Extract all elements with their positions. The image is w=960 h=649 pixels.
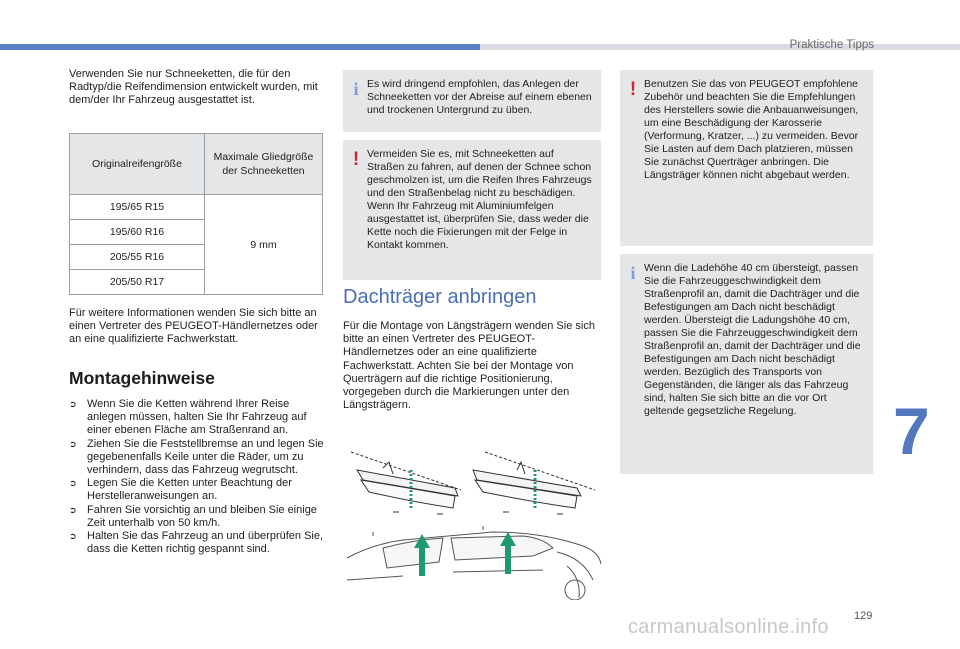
info-icon: i bbox=[353, 79, 359, 99]
snow-chain-table bbox=[69, 133, 323, 295]
arrow-bullet-icon: ➲ bbox=[69, 478, 77, 489]
roof-rack-illustration bbox=[343, 440, 603, 600]
mounting-notes-heading: Montagehinweise bbox=[69, 368, 215, 388]
list-item: ➲ Legen Sie die Ketten unter Beachtung der Herstelleranweisungen an. bbox=[69, 477, 292, 503]
max-link-size-cell: 9 mm bbox=[205, 195, 323, 295]
warning-box-melted-snow bbox=[343, 140, 601, 280]
warning-box-accessories bbox=[620, 70, 873, 246]
header-bar bbox=[480, 44, 960, 50]
section-title: Praktische Tipps bbox=[789, 39, 874, 51]
dealer-info-paragraph: Für weitere Informationen wenden Sie sich bitte an einen Vertreter des PEUGEOT-Händlernetzes oder an eine qualifizierte Fachwerkstatt. bbox=[69, 307, 318, 346]
warning-icon: ! bbox=[352, 149, 360, 170]
info-box-text: Wenn die Ladehöhe 40 cm übersteigt, passen Sie die Fahrzeuggeschwindigkeit dem Straßenprofil an, damit die Dachträger und die Befestigungen am Dach nicht beschädigt werden. Übersteigt die Ladungshöhe 40 cm, passen Sie die Fahrzeuggeschwindigkeit dem Straßenprofil an, damit der Dachträger und die Befestigungen am Dach nicht beschädigt werden. Bezüglich des Transports von Gegenständen, die länger als das Fahrzeug sind, halten Sie sich bitte an die vor Ort geltende gegsetzliche Regelung. bbox=[644, 262, 861, 417]
arrow-bullet-icon: ➲ bbox=[69, 531, 77, 542]
list-item: ➲ Ziehen Sie die Feststellbremse an und legen Sie gegebenenfalls Keile unter die Räder, um zu verhindern, dass das Fahrzeug wegrutscht. bbox=[69, 437, 324, 477]
mounting-notes-list bbox=[69, 398, 325, 556]
roof-rack-heading: Dachträger anbringen bbox=[343, 286, 537, 308]
info-icon: i bbox=[630, 263, 636, 283]
list-item: ➲ Wenn Sie die Ketten während Ihrer Reise anlegen müssen, halten Sie Ihr Fahrzeug auf einer ebenen Fläche am Straßenrand an. bbox=[69, 398, 307, 437]
crossbar-detail-right bbox=[473, 452, 595, 514]
list-item: ➲ Halten Sie das Fahrzeug an und überprüfen Sie, dass die Ketten richtig gespannt sind. bbox=[69, 530, 324, 556]
table-header-max-link-size: Maximale Gliedgröße der Schneeketten bbox=[205, 134, 323, 195]
tire-size-cell: 195/60 R16 bbox=[70, 220, 205, 245]
warning-box-text: Vermeiden Sie es, mit Schneeketten auf Straßen zu fahren, auf denen der Schnee schon geschmolzen ist, um die Reifen Ihres Fahrzeugs und den Straßenbelag nicht zu beschädigen. Wenn Ihr Fahrzeug mit Aluminiumfelgen ausgestattet ist, überprüfen Sie, dass weder die Kette noch die Fixierungen mit der Felge in Kontakt kommen. bbox=[367, 148, 592, 251]
warning-box-text: Benutzen Sie das von PEUGEOT empfohlene Zubehör und beachten Sie die Empfehlungen des Herstellers sowie die Anbauanweisungen, um eine Beschädigung der Karosserie (Verformung, Kratzer, ...) zu vermeiden. Bevor Sie Lasten auf dem Dach platzieren, müssen Sie zunächst Querträger anbringen. Die Längsträger können nicht abgebaut werden. bbox=[644, 78, 859, 181]
info-box-practice bbox=[343, 70, 601, 132]
info-box-load-height bbox=[620, 254, 873, 474]
intro-text-block bbox=[69, 68, 325, 108]
header-bar-accent bbox=[0, 44, 480, 50]
tire-size-cell: 205/55 R16 bbox=[70, 245, 205, 270]
intro-paragraph: Verwenden Sie nur Schneeketten, die für den Radtyp/die Reifendimension entwickelt wurden, mit dem/der Ihr Fahrzeug ausgestattet ist. bbox=[69, 68, 318, 107]
tire-size-cell: 205/50 R17 bbox=[70, 270, 205, 295]
tire-size-cell: 195/65 R15 bbox=[70, 195, 205, 220]
warning-icon: ! bbox=[629, 79, 637, 100]
car-side-outline bbox=[347, 526, 601, 600]
chapter-number: 7 bbox=[893, 394, 930, 468]
table-row bbox=[70, 195, 323, 220]
arrow-bullet-icon: ➲ bbox=[69, 504, 77, 515]
watermark: carmanualsonline.info bbox=[628, 616, 829, 638]
page-number: 129 bbox=[854, 610, 873, 622]
crossbar-detail-left bbox=[351, 452, 461, 514]
roof-rack-paragraph: Für die Montage von Längsträgern wenden Sie sich bitte an einen Vertreter des PEUGEOT-Händlernetzes oder an eine qualifizierte Fachwerkstatt. Achten Sie bei der Montage von Querträgern auf die richtige Positionierung, vorgegeben durch die Markierungen unter den Längsträgern. bbox=[343, 320, 595, 412]
arrow-bullet-icon: ➲ bbox=[69, 399, 77, 409]
table-header-tire-size: Originalreifengröße bbox=[70, 134, 205, 195]
info-box-text: Es wird dringend empfohlen, das Anlegen der Schneeketten vor der Abreise auf einem ebenen und trockenen Untergrund zu üben. bbox=[367, 78, 592, 116]
arrow-bullet-icon: ➲ bbox=[69, 438, 77, 449]
list-item: ➲ Fahren Sie vorsichtig an und bleiben Sie einige Zeit unterhalb von 50 km/h. bbox=[69, 503, 317, 529]
